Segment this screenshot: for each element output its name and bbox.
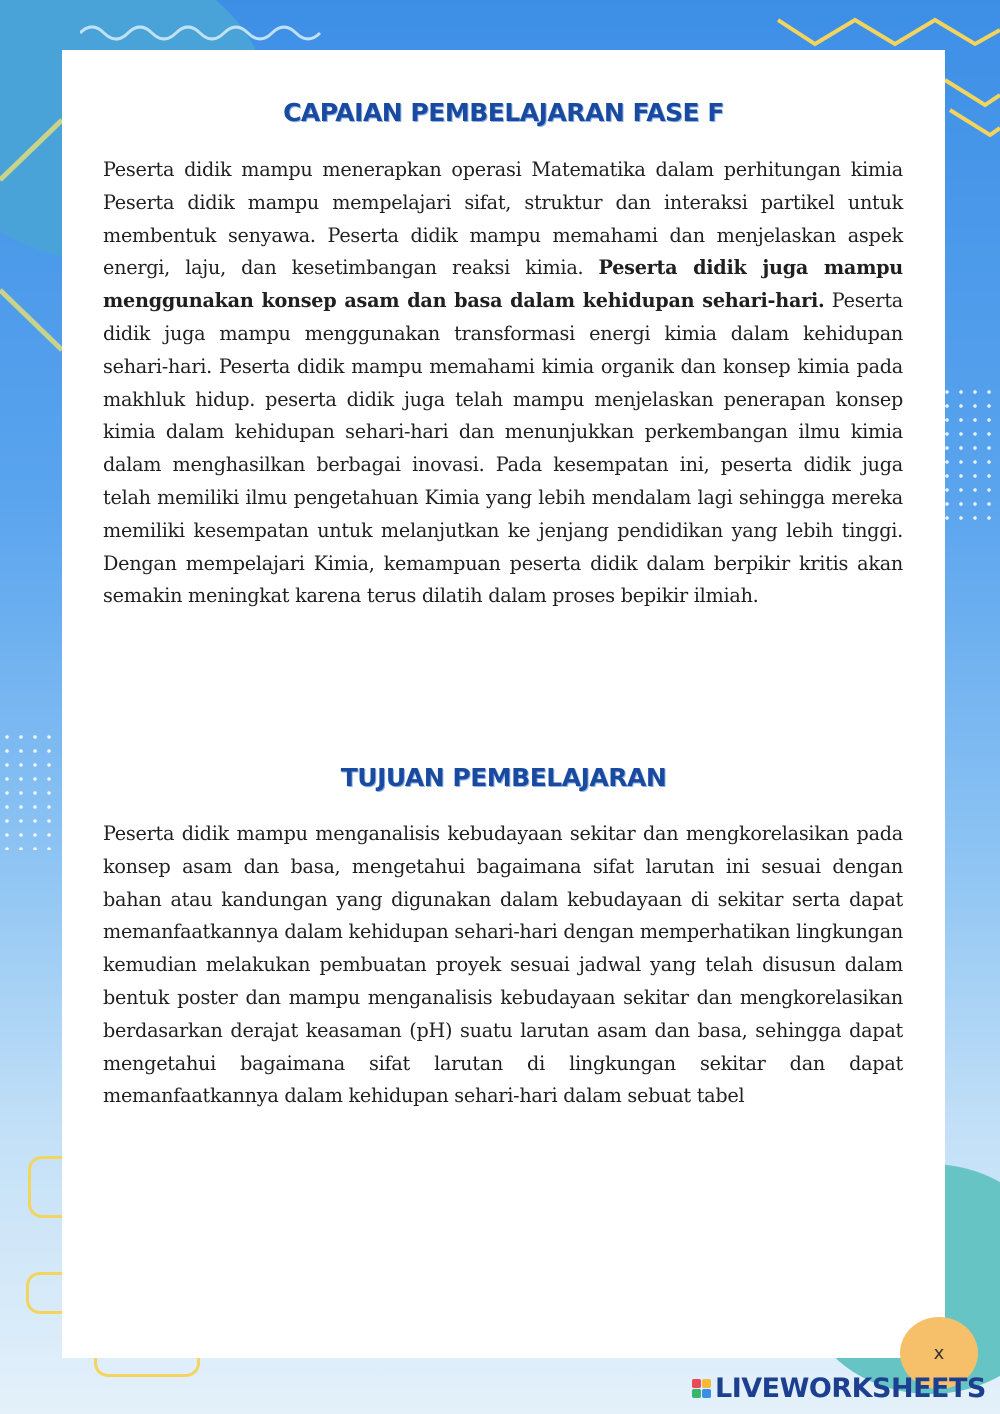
capaian-text-part1: Peserta didik mampu menerapkan operasi Matematika dalam perhitungan kimia Peserta didik mampu mempelajari sifat, struktur dan interaksi partikel untuk membentuk senyawa. Peserta didik mampu memahami dan menjelaskan aspek energi, laju, dan kesetimbangan reaksi kimia.	[103, 158, 903, 280]
dots-decoration-left	[0, 730, 60, 850]
tujuan-paragraph: Peserta didik mampu menganalisis kebudayaan sekitar dan mengkorelasikan pada konsep asam dan basa, mengetahui bagaimana sifat larutan ini sesuai dengan bahan atau kandungan yang digunakan dalam kebudayaan di sekitar serta dapat memanfaatkannya dalam kehidupan sehari-hari dengan memperhatikan lingkungan kemudian melakukan pembuatan proyek sesuai jadwal yang telah disusun dalam bentuk poster dan mampu menganalisis kebudayaan sekitar dan mengkorelasikan berdasarkan derajat keasaman (pH) suatu larutan asam dan basa, sehingga dapat mengetahui bagaimana sifat larutan di lingkungan sekitar dan dapat memanfaatkannya dalam kehidupan sehari-hari dalam sebuat tabel	[103, 822, 903, 1108]
diagonal-lines-decoration	[0, 60, 62, 400]
liveworksheets-logo	[692, 1368, 986, 1408]
dots-decoration-right	[940, 385, 1000, 525]
liveworksheets-logo-icon	[692, 1379, 711, 1398]
close-button[interactable]: x	[900, 1317, 978, 1389]
worksheet-page	[62, 50, 945, 1358]
section-title-tujuan: TUJUAN PEMBELAJARAN	[340, 763, 667, 792]
section-title-capaian: CAPAIAN PEMBELAJARAN FASE F	[283, 98, 724, 127]
wave-decoration	[80, 18, 330, 48]
capaian-paragraph	[103, 154, 903, 613]
capaian-text-part2: Peserta didik juga mampu menggunakan transformasi energi kimia dalam kehidupan sehari-hari. Peserta didik mampu memahami kimia organik dan konsep kimia pada makhluk hidup. peserta didik juga telah mampu menjelaskan penerapan konsep kimia dalam kehidupan sehari-hari dan menunjukkan perkembangan ilmu kimia dalam menghasilkan berbagai inovasi. Pada kesempatan ini, peserta didik juga telah memiliki ilmu pengetahuan Kimia yang lebih mendalam lagi sehingga mereka memiliki kesempatan untuk melanjutkan ke jenjang pendidikan yang lebih tinggi. Dengan mempelajari Kimia, kemampuan peserta didik dalam berpikir kritis akan semakin meningkat karena terus dilatih dalam proses bepikir ilmiah.	[103, 289, 903, 608]
logo-text: LIVEWORKSHEETS	[715, 1372, 986, 1404]
capaian-text-bold: Peserta didik juga mampu menggunakan konsep asam dan basa dalam kehidupan sehari-hari.	[103, 256, 903, 313]
